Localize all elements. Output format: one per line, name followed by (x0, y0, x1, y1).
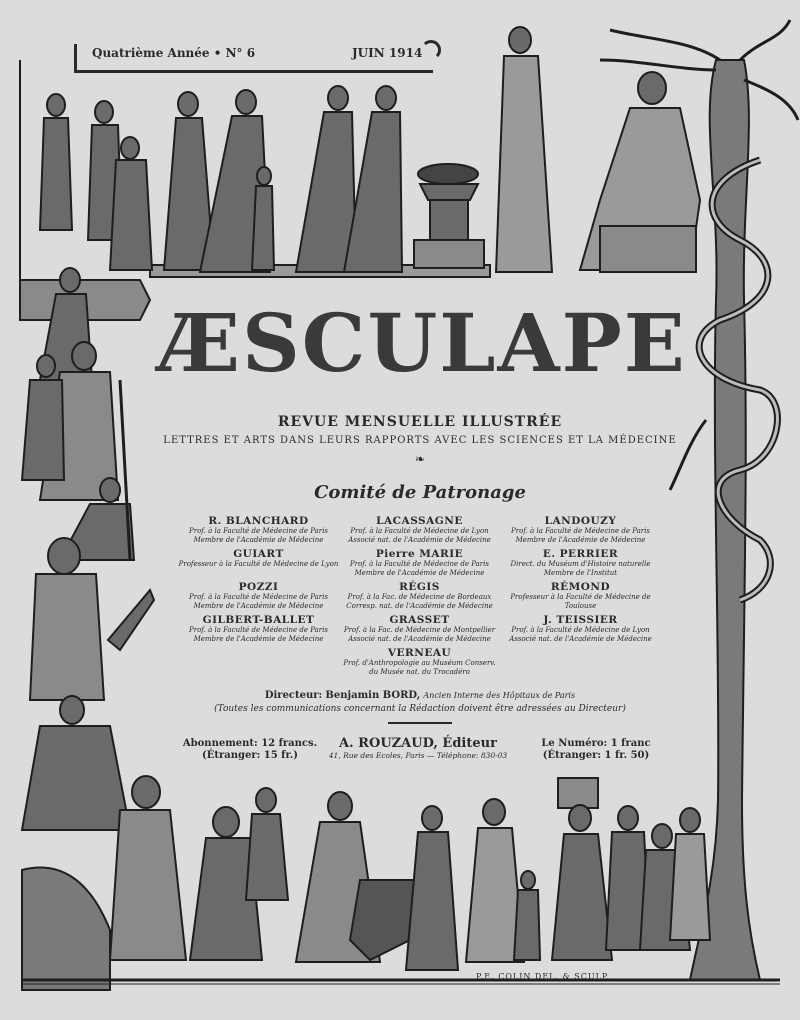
issue-date: JUIN 1914 (352, 46, 423, 60)
member-title: Prof. à la Faculté de Médecine de Paris Membre de l'Académie de Médecine (189, 593, 328, 610)
director-label: Directeur: (264, 690, 323, 701)
committee-member (500, 548, 661, 577)
member-title: Prof. à la Faculté de Médecine de Paris Membre de l'Académie de Médecine (189, 626, 328, 643)
member-title: Prof. à la Faculté de Médecine de Lyon Associé nat. de l'Académie de Médecine (348, 527, 491, 544)
publisher-name: A. ROUZAUD, Éditeur (339, 736, 497, 751)
subscription-price: Abonnement: 12 francs. (182, 738, 318, 749)
journal-tagline: LETTRES ET ARTS DANS LEURS RAPPORTS AVEC LES SCIENCES ET LA MÉDECINE (163, 435, 677, 446)
committee-member (500, 614, 661, 643)
member-title: Professeur à la Faculté de Médecine de Toulouse (510, 593, 651, 610)
member-name: RÉGIS (399, 581, 440, 593)
member-title: Prof. à la Faculté de Médecine de Paris Membre de l'Académie de Médecine (189, 527, 328, 544)
divider (388, 722, 452, 724)
member-title: Prof. à la Faculté de Médecine de Paris Membre de l'Académie de Médecine (350, 560, 489, 577)
committee-member (500, 581, 661, 610)
journal-subtitle: REVUE MENSUELLE ILLUSTRÉE (277, 414, 563, 430)
committee-member (500, 515, 661, 544)
publisher-address: 41, Rue des Ecoles, Paris — Téléphone: 830-03 (328, 751, 508, 760)
comite-heading: Comité de Patronage (314, 482, 526, 503)
artist-signature: P.E. COLIN DEL. & SCULP. (476, 972, 611, 981)
publisher-info (316, 736, 520, 760)
member-name: LANDOUZY (544, 515, 617, 527)
member-name: R. BLANCHARD (208, 515, 309, 527)
ornament: ❧ (414, 452, 426, 466)
committee-list (178, 515, 662, 676)
member-title: Prof. à la Fac. de Médecine de Bordeaux Corresp. nat. de l'Académie de Médecine (346, 593, 493, 610)
subscription-foreign: (Étranger: 15 fr.) (201, 750, 299, 761)
member-name: E. PERRIER (542, 548, 619, 560)
member-name: GUIART (233, 548, 284, 560)
committee-member (178, 548, 339, 577)
issue-price-info (520, 738, 672, 762)
member-name: GRASSET (389, 614, 450, 626)
committee-member (178, 581, 339, 610)
member-name: LACASSAGNE (376, 515, 463, 527)
member-title: Prof. à la Faculté de Médecine de Paris Membre de l'Académie de Médecine (511, 527, 650, 544)
member-name: RÉMOND (550, 581, 611, 593)
member-title: Prof. à la Fac. de Médecine de Montpellier Associé nat. de l'Académie de Médecine (343, 626, 496, 643)
committee-member (339, 515, 500, 544)
member-title: Prof. d'Anthropologie au Muséum Conserv. du Musée nat. du Trocadéro (343, 659, 496, 676)
member-title: Professeur à la Faculté de Médecine de Lyon (178, 560, 339, 568)
committee-member (339, 548, 500, 577)
issue-price: Le Numéro: 1 franc (541, 738, 651, 749)
journal-title: ÆSCULAPE (157, 296, 687, 390)
director-name: Benjamin BORD, (325, 690, 421, 701)
committee-member (339, 614, 500, 643)
committee-member (339, 581, 500, 610)
member-title: Direct. du Muséum d'Histoire naturelle Membre de l'Institut (510, 560, 651, 577)
director-position: Ancien Interne des Hôpitaux de Paris (423, 691, 576, 700)
member-name: Pierre MARIE (375, 548, 464, 560)
issue-number: Quatrième Année • N° 6 (92, 46, 256, 60)
issue-price-foreign: (Étranger: 1 fr. 50) (542, 750, 650, 761)
director-line (150, 690, 690, 701)
committee-member (339, 647, 500, 676)
member-name: POZZI (238, 581, 279, 593)
member-name: GILBERT-BALLET (202, 614, 315, 626)
committee-member (178, 614, 339, 643)
director-note: (Toutes les communications concernant la Rédaction doivent être adressées au Directeur) (214, 704, 626, 714)
committee-member (178, 515, 339, 544)
member-name: J. TEISSIER (543, 614, 618, 626)
subscription-info (176, 738, 324, 762)
member-name: VERNEAU (387, 647, 452, 659)
member-title: Prof. à la Faculté de Médecine de Lyon Associé nat. de l'Académie de Médecine (509, 626, 652, 643)
